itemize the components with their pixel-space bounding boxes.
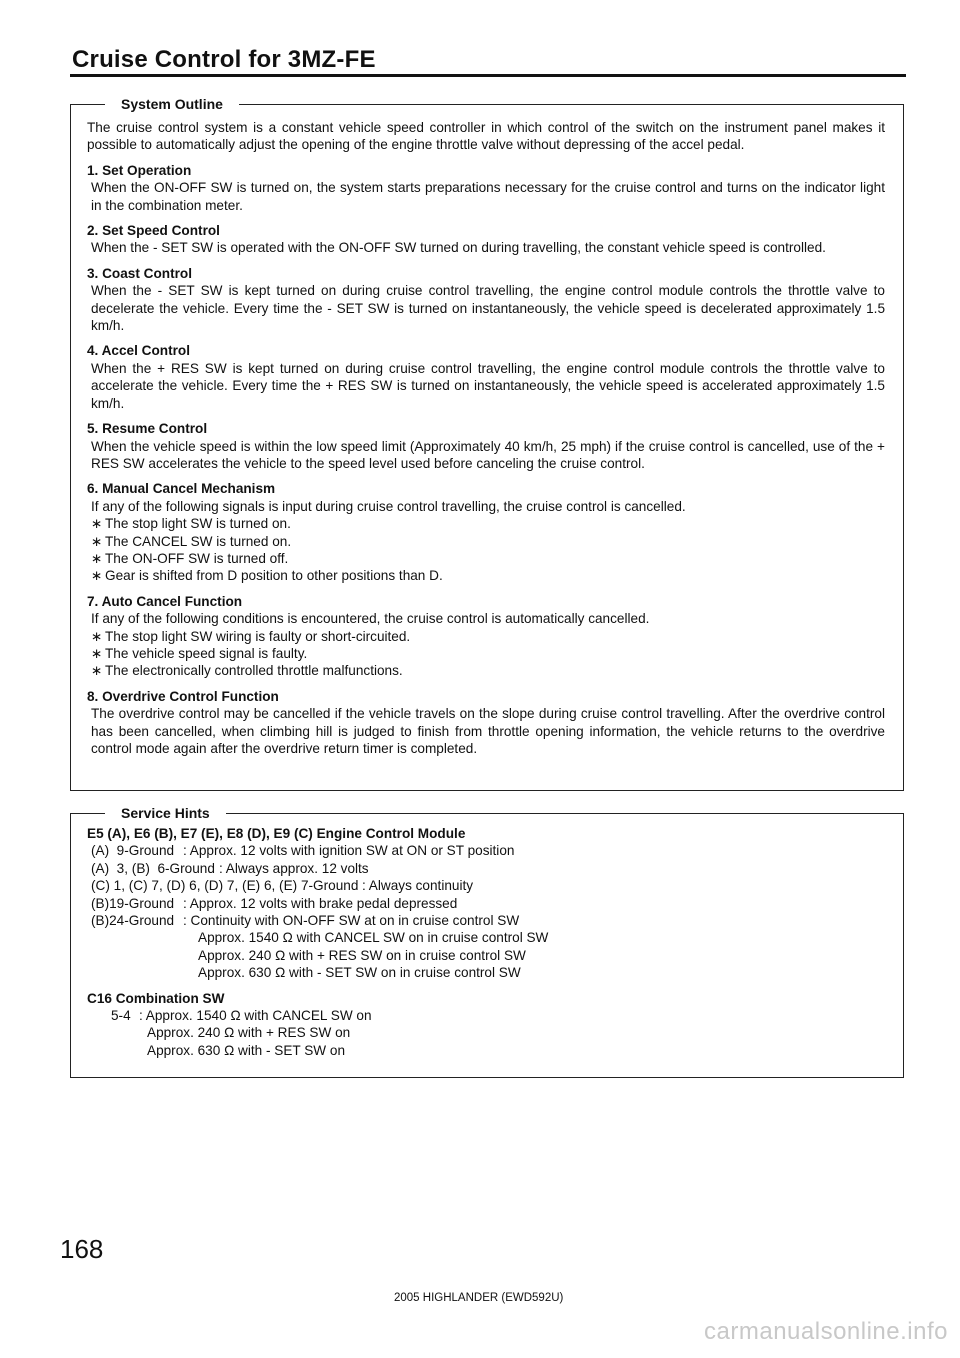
outline-item-body: If any of the following signals is input during cruise control travelling, the cruise control is cancelled. bbox=[91, 498, 686, 514]
outline-item-heading: 1. Set Operation bbox=[87, 162, 192, 178]
spec-row-value: Approx. 630 Ω with - SET SW on in cruise control SW bbox=[198, 965, 521, 981]
spec-row-value: : Approx. 1540 Ω with CANCEL SW on bbox=[139, 1007, 372, 1023]
spec-row bbox=[87, 860, 885, 877]
bullet-mark: ∗ bbox=[91, 568, 103, 584]
bullet-text: The vehicle speed signal is faulty. bbox=[105, 645, 308, 661]
spec-row-label: (B)19-Ground bbox=[91, 895, 175, 911]
service-hints-legend: Service Hints bbox=[105, 804, 226, 822]
system-outline-content bbox=[87, 119, 885, 757]
title-rule bbox=[70, 74, 906, 77]
outline-bullet bbox=[87, 533, 885, 550]
bullet-mark: ∗ bbox=[91, 550, 103, 566]
bullet-text: The ON-OFF SW is turned off. bbox=[105, 550, 289, 566]
outline-item-heading: 8. Overdrive Control Function bbox=[87, 688, 279, 704]
bullet-text: The stop light SW wiring is faulty or short-circuited. bbox=[105, 628, 411, 644]
watermark: carmanualsonline.info bbox=[704, 1318, 948, 1345]
spec-row-label: (C) 1, (C) 7, (D) 6, (D) 7, (E) 6, (E) 7-Ground bbox=[91, 878, 359, 894]
outline-bullet bbox=[87, 515, 885, 532]
bullet-mark: ∗ bbox=[91, 663, 103, 679]
spec-row-label: 5-4 bbox=[111, 1007, 131, 1023]
bullet-mark: ∗ bbox=[91, 628, 103, 644]
outline-item-heading: 5. Resume Control bbox=[87, 421, 208, 437]
spec-row-value: Approx. 1540 Ω with CANCEL SW on in cruise control SW bbox=[198, 930, 549, 946]
outline-item-body: When the vehicle speed is within the low speed limit (Approximately 40 km/h, 25 mph) if the cruise control is cancelled, use of the + RES SW accelerates the vehicle to the speed level used before canceling the cruise control. bbox=[91, 438, 885, 471]
spec-row bbox=[87, 895, 885, 912]
spec-row-label: (B)24-Ground bbox=[91, 912, 175, 928]
spec-row-value: : Approx. 12 volts with ignition SW at ON or ST position bbox=[183, 843, 515, 859]
system-outline-section bbox=[70, 96, 904, 791]
outline-item bbox=[87, 342, 885, 412]
outline-item bbox=[87, 593, 885, 680]
bullet-text: The electronically controlled throttle malfunctions. bbox=[105, 663, 403, 679]
outline-item-body: If any of the following conditions is encountered, the cruise control is automatically cancelled. bbox=[91, 611, 650, 627]
bullet-text: The stop light SW is turned on. bbox=[105, 516, 291, 532]
spec-row bbox=[87, 912, 885, 929]
outline-item-heading: 3. Coast Control bbox=[87, 265, 192, 281]
footer-model: 2005 HIGHLANDER (EWD592U) bbox=[394, 1292, 564, 1304]
spec-row bbox=[87, 842, 885, 859]
spec-row-label: (A) 3, (B) 6-Ground bbox=[91, 860, 215, 876]
spec-row-value: : Approx. 12 volts with brake pedal depressed bbox=[183, 895, 458, 911]
intro-paragraph: The cruise control system is a constant vehicle speed controller in which control of the switch on the instrument panel makes it possible to automatically adjust the opening of the engine throttle valve without depressing of the accel pedal. bbox=[87, 120, 885, 153]
outline-item-heading: 4. Accel Control bbox=[87, 343, 190, 359]
spec-row-value: Approx. 630 Ω with - SET SW on bbox=[147, 1042, 346, 1058]
outline-item bbox=[87, 480, 885, 584]
bullet-mark: ∗ bbox=[91, 533, 103, 549]
service-hints-section bbox=[70, 805, 904, 1078]
outline-bullet bbox=[87, 567, 885, 584]
outline-bullet bbox=[87, 550, 885, 567]
page-number: 168 bbox=[60, 1234, 104, 1264]
outline-item bbox=[87, 688, 885, 758]
outline-item-body: When the - SET SW is kept turned on during cruise control travelling, the engine control module controls the throttle valve to decelerate the vehicle. Every time the - SET SW is turned on instantaneously, the vehicle speed is decelerated approximately 1.5 km/h. bbox=[91, 283, 885, 334]
outline-item-heading: 2. Set Speed Control bbox=[87, 223, 220, 239]
outline-item bbox=[87, 265, 885, 335]
bullet-mark: ∗ bbox=[91, 645, 103, 661]
outline-item bbox=[87, 222, 885, 257]
spec-row-value: Approx. 240 Ω with + RES SW on in cruise control SW bbox=[198, 947, 526, 963]
outline-item-heading: 6. Manual Cancel Mechanism bbox=[87, 481, 276, 497]
spec-row bbox=[87, 877, 885, 894]
combination-sw-rows bbox=[87, 1007, 885, 1059]
spec-row-value: : Always continuity bbox=[362, 878, 474, 894]
bullet-text: The CANCEL SW is turned on. bbox=[105, 533, 292, 549]
spec-row-label: (A) 9-Ground bbox=[91, 843, 175, 859]
spec-row-value: : Continuity with ON-OFF SW at on in cruise control SW bbox=[183, 912, 520, 928]
outline-item-body: When the ON-OFF SW is turned on, the system starts preparations necessary for the cruise control and turns on the indicator light in the combination meter. bbox=[91, 180, 885, 213]
outline-item bbox=[87, 162, 885, 214]
spec-row bbox=[87, 1007, 885, 1024]
spec-row-value: Approx. 240 Ω with + RES SW on bbox=[147, 1025, 351, 1041]
outline-bullet bbox=[87, 662, 885, 679]
ecm-rows bbox=[87, 842, 885, 981]
ecm-heading: E5 (A), E6 (B), E7 (E), E8 (D), E9 (C) Engine Control Module bbox=[87, 826, 466, 841]
spec-row bbox=[87, 929, 885, 946]
outline-item-body: When the - SET SW is operated with the ON-OFF SW turned on during travelling, the constant vehicle speed is controlled. bbox=[91, 240, 826, 256]
outline-bullet bbox=[87, 628, 885, 645]
spec-row bbox=[87, 964, 885, 981]
outline-bullet bbox=[87, 645, 885, 662]
page-title: Cruise Control for 3MZ-FE bbox=[72, 46, 376, 73]
outline-item bbox=[87, 420, 885, 472]
service-hints-content bbox=[87, 825, 885, 1059]
outline-item-body: When the + RES SW is kept turned on during cruise control travelling, the engine control module controls the throttle valve to accelerate the vehicle. Every time the + RES SW is turned on instantaneously, the vehicle speed is accelerated approximately 1.5 km/h. bbox=[91, 360, 885, 411]
spec-row bbox=[87, 947, 885, 964]
spec-row bbox=[87, 1042, 885, 1059]
bullet-mark: ∗ bbox=[91, 516, 103, 532]
bullet-text: Gear is shifted from D position to other positions than D. bbox=[105, 568, 443, 584]
system-outline-legend: System Outline bbox=[105, 95, 239, 113]
combination-sw-heading: C16 Combination SW bbox=[87, 990, 225, 1006]
spec-row bbox=[87, 1024, 885, 1041]
outline-item-heading: 7. Auto Cancel Function bbox=[87, 593, 243, 609]
outline-item-body: The overdrive control may be cancelled if the vehicle travels on the slope during cruise control travelling. After the overdrive control has been cancelled, when climbing hill is judged to finish from throttle opening information, the vehicle returns to the overdrive control mode again after the overdrive return timer is completed. bbox=[91, 706, 885, 756]
spec-row-value: : Always approx. 12 volts bbox=[219, 860, 369, 876]
